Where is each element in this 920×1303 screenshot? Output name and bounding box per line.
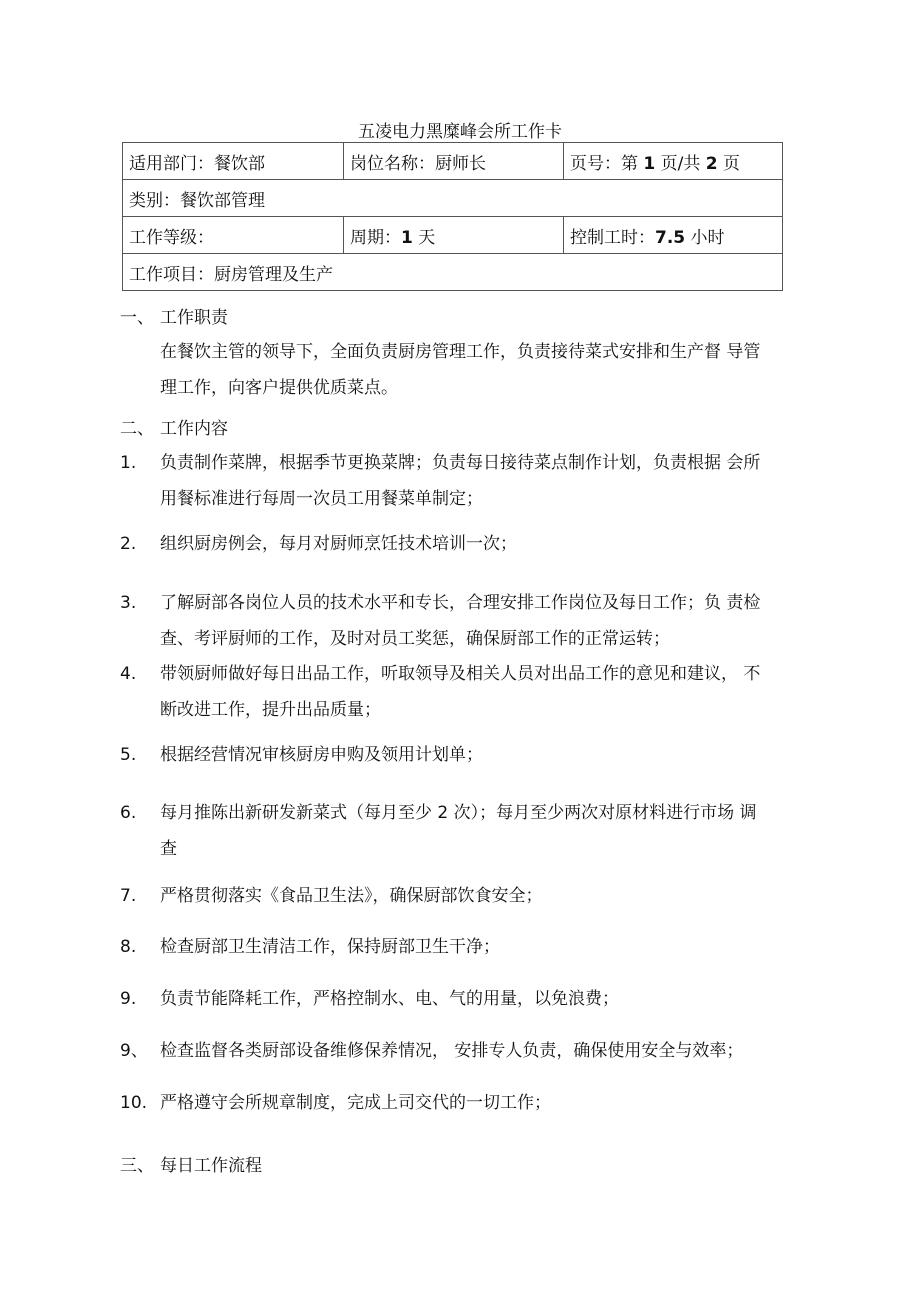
section-2-number: 二、 bbox=[120, 419, 154, 439]
cycle-prefix: 周期： bbox=[350, 227, 401, 248]
item-line-2: 查 bbox=[160, 839, 177, 859]
hours-suffix: 小时 bbox=[690, 227, 725, 248]
item-line-1: 每月推陈出新研发新菜式（每月至少 2 次）；每月至少两次对原材料进行市场 调 bbox=[160, 803, 757, 823]
card-row-4 bbox=[123, 254, 783, 291]
item-number: 1. bbox=[120, 453, 137, 473]
department-cell: 适用部门：餐饮部 bbox=[123, 143, 344, 180]
card-row-3 bbox=[123, 217, 783, 254]
section-3-number: 三、 bbox=[120, 1156, 154, 1176]
page-mid: 页/共 bbox=[660, 153, 701, 174]
page-suffix: 页 bbox=[723, 153, 741, 174]
item-line-1: 带领厨师做好每日出品工作，听取领导及相关人员对出品工作的意见和建议， 不 bbox=[160, 664, 761, 684]
section-1-title: 工作职责 bbox=[160, 308, 228, 328]
section-2-heading bbox=[120, 414, 228, 439]
item-number: 9. bbox=[120, 989, 137, 1009]
section-2-title: 工作内容 bbox=[160, 419, 228, 439]
grade-cell: 工作等级： bbox=[123, 217, 344, 254]
cycle-value: 1 bbox=[401, 227, 413, 248]
item-number: 6. bbox=[120, 803, 137, 823]
card-row-2 bbox=[123, 180, 783, 217]
section-3-title: 每日工作流程 bbox=[160, 1156, 262, 1176]
item-line-1: 检查厨部卫生清洁工作，保持厨部卫生干净； bbox=[160, 937, 500, 957]
item-line-1: 严格贯彻落实《食品卫生法》，确保厨部饮食安全； bbox=[160, 886, 543, 906]
item-number: 3. bbox=[120, 593, 137, 613]
item-line-1: 检查监督各类厨部设备维修保养情况， 安排专人负责，确保使用安全与效率； bbox=[160, 1041, 744, 1061]
hours-cell bbox=[564, 217, 783, 254]
position-cell: 岗位名称：厨师长 bbox=[344, 143, 564, 180]
project-cell: 工作项目：厨房管理及生产 bbox=[123, 254, 783, 291]
item-number: 5. bbox=[120, 745, 137, 765]
item-line-1: 负责制作菜牌，根据季节更换菜牌；负责每日接待菜点制作计划，负责根据 会所 bbox=[160, 453, 761, 473]
item-line-1: 负责节能降耗工作，严格控制水、电、气的用量，以免浪费； bbox=[160, 989, 619, 1009]
page-number-cell bbox=[564, 143, 783, 180]
section-1-heading bbox=[120, 303, 228, 328]
section-3-heading bbox=[120, 1151, 262, 1176]
section-1-line-2: 理工作，向客户提供优质菜点。 bbox=[160, 378, 398, 398]
section-1-number: 一、 bbox=[120, 308, 154, 328]
item-line-2: 查、考评厨师的工作，及时对员工奖惩，确保厨部工作的正常运转； bbox=[160, 629, 670, 649]
work-card-table bbox=[122, 142, 783, 291]
item-number: 10. bbox=[120, 1093, 148, 1113]
cycle-cell bbox=[344, 217, 564, 254]
category-cell: 类别：餐饮部管理 bbox=[123, 180, 783, 217]
item-line-1: 严格遵守会所规章制度，完成上司交代的一切工作； bbox=[160, 1093, 551, 1113]
page-prefix: 页号：第 bbox=[570, 153, 638, 174]
item-line-1: 组织厨房例会，每月对厨师烹饪技术培训一次； bbox=[160, 534, 517, 554]
item-line-2: 用餐标准进行每周一次员工用餐菜单制定； bbox=[160, 489, 483, 509]
document-title: 五凌电力黑糜峰会所工作卡 bbox=[358, 122, 562, 142]
item-line-2: 断改进工作，提升出品质量； bbox=[160, 700, 381, 720]
item-number: 2. bbox=[120, 534, 137, 554]
item-line-1: 了解厨部各岗位人员的技术水平和专长，合理安排工作岗位及每日工作；负 责检 bbox=[160, 593, 761, 613]
page-total: 2 bbox=[705, 153, 718, 174]
card-row-1 bbox=[123, 143, 783, 180]
hours-prefix: 控制工时： bbox=[570, 227, 655, 248]
section-1-line-1: 在餐饮主管的领导下，全面负责厨房管理工作，负责接待菜式安排和生产督 导管 bbox=[160, 342, 761, 362]
item-number: 4. bbox=[120, 664, 137, 684]
hours-value: 7.5 bbox=[655, 227, 686, 248]
item-number: 7. bbox=[120, 886, 137, 906]
item-number: 9、 bbox=[120, 1041, 148, 1061]
cycle-suffix: 天 bbox=[418, 227, 436, 248]
section-1-paragraph bbox=[160, 334, 782, 406]
item-line-1: 根据经营情况审核厨房申购及领用计划单； bbox=[160, 745, 483, 765]
page-current: 1 bbox=[643, 153, 656, 174]
item-number: 8. bbox=[120, 937, 137, 957]
